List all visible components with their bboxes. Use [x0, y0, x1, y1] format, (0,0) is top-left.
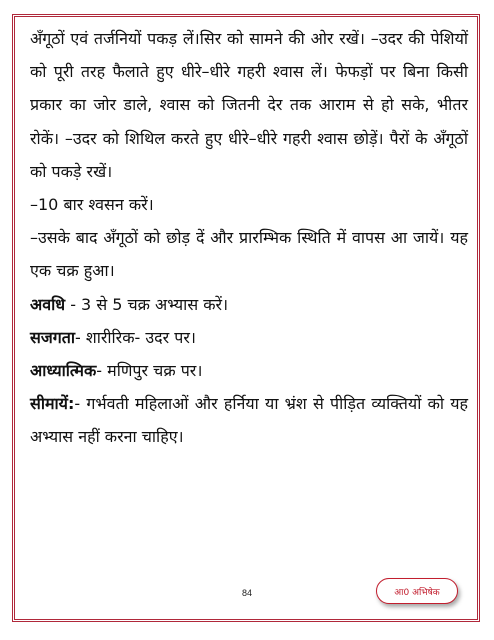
paragraph-release: –उसके बाद अँगूठों को छोड़ दें और प्रारम्भिक स्थिति में वापस आ जायें। यह एक चक्र हुआ।	[30, 228, 468, 281]
awareness-text: - शारीरिक- उदर पर।	[74, 327, 196, 347]
document-body	[30, 22, 468, 454]
duration-label: अवधि	[30, 294, 66, 314]
spiritual-label: आध्यात्मिक	[30, 361, 97, 381]
spiritual-text: - मणिपुर चक्र पर।	[96, 361, 203, 381]
author-badge: आ0 अभिषेक	[376, 578, 458, 604]
duration-line	[30, 288, 468, 321]
limitations-text: - गर्भवती महिलाओं और हर्निया या भ्रंश से पीड़ित व्यक्तियों को यह अभ्यास नहीं करना चाहिए।	[30, 394, 468, 447]
limitations-label: सीमायें:	[30, 394, 75, 414]
spiritual-line	[30, 354, 468, 387]
page-number: 84	[241, 588, 252, 598]
awareness-line	[30, 321, 468, 354]
limitations-line	[30, 387, 468, 453]
awareness-label: सजगता	[30, 327, 75, 347]
duration-text: - 3 से 5 चक्र अभ्यास करें।	[65, 294, 229, 314]
paragraph-breath-count: –10 बार श्वसन करें।	[30, 195, 154, 215]
paragraph-breathing-steps: अँगूठों एवं तर्जनियों पकड़ लें।सिर को सामने की ओर रखें। –उदर की पेशियों को पूरी तरह फैलाते हुए धीरे–धीरे गहरी श्वास लें। फेफड़ों पर बिना किसी प्रकार का जोर डाले, श्वास को जितनी देर तक आराम से हो सके, भीतर रोकें। –उदर को शिथिल करते हुए धीरे–धीरे गहरी श्वास छोड़ें। पैरों के अँगूठों को पकड़े रखें।	[30, 29, 468, 181]
